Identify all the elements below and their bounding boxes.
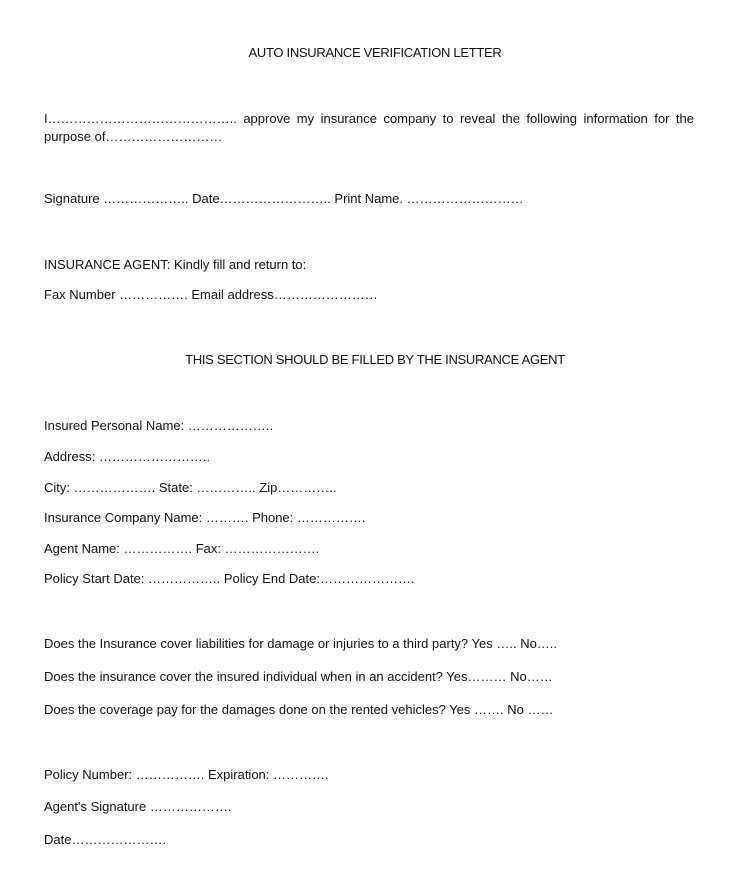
agent-section-heading: THIS SECTION SHOULD BE FILLED BY THE INSURANCE AGENT	[185, 352, 565, 367]
address-field: Address: ……………………..	[44, 449, 211, 464]
city-state-zip-field: City: ………………. State: ………….. Zip…………..	[44, 480, 337, 495]
date-field: Date………………….	[44, 832, 167, 847]
fax-email-line: Fax Number ……………. Email address……………………	[44, 287, 378, 302]
document-title: AUTO INSURANCE VERIFICATION LETTER	[248, 45, 502, 60]
company-phone-field: Insurance Company Name: ………. Phone: …………….	[44, 510, 366, 525]
question-rented-vehicle-damage: Does the coverage pay for the damages done on the rented vehicles? Yes ……. No ……	[44, 702, 554, 717]
consent-paragraph: I…………………………………….. approve my insurance company to reveal the following information for the purpose of………………………	[44, 111, 694, 144]
policy-dates-field: Policy Start Date: …………….. Policy End Date:………………….	[44, 571, 415, 586]
agent-name-fax-field: Agent Name: ……………. Fax: ………………….	[44, 541, 320, 556]
policy-number-expiration-field: Policy Number: ……………. Expiration: ………….	[44, 767, 329, 782]
signature-date-print-name-line: Signature ……………….. Date…………………….. Print Name. ………………………	[44, 191, 524, 206]
insured-name-field: Insured Personal Name: ………………..	[44, 418, 274, 433]
insurance-agent-instruction: INSURANCE AGENT: Kindly fill and return to:	[44, 257, 307, 272]
agent-signature-field: Agent's Signature ……………….	[44, 799, 232, 814]
question-third-party-liability: Does the Insurance cover liabilities for damage or injuries to a third party? Yes ….. No…..	[44, 636, 558, 651]
question-insured-accident-coverage: Does the insurance cover the insured individual when in an accident? Yes……… No……	[44, 669, 553, 684]
